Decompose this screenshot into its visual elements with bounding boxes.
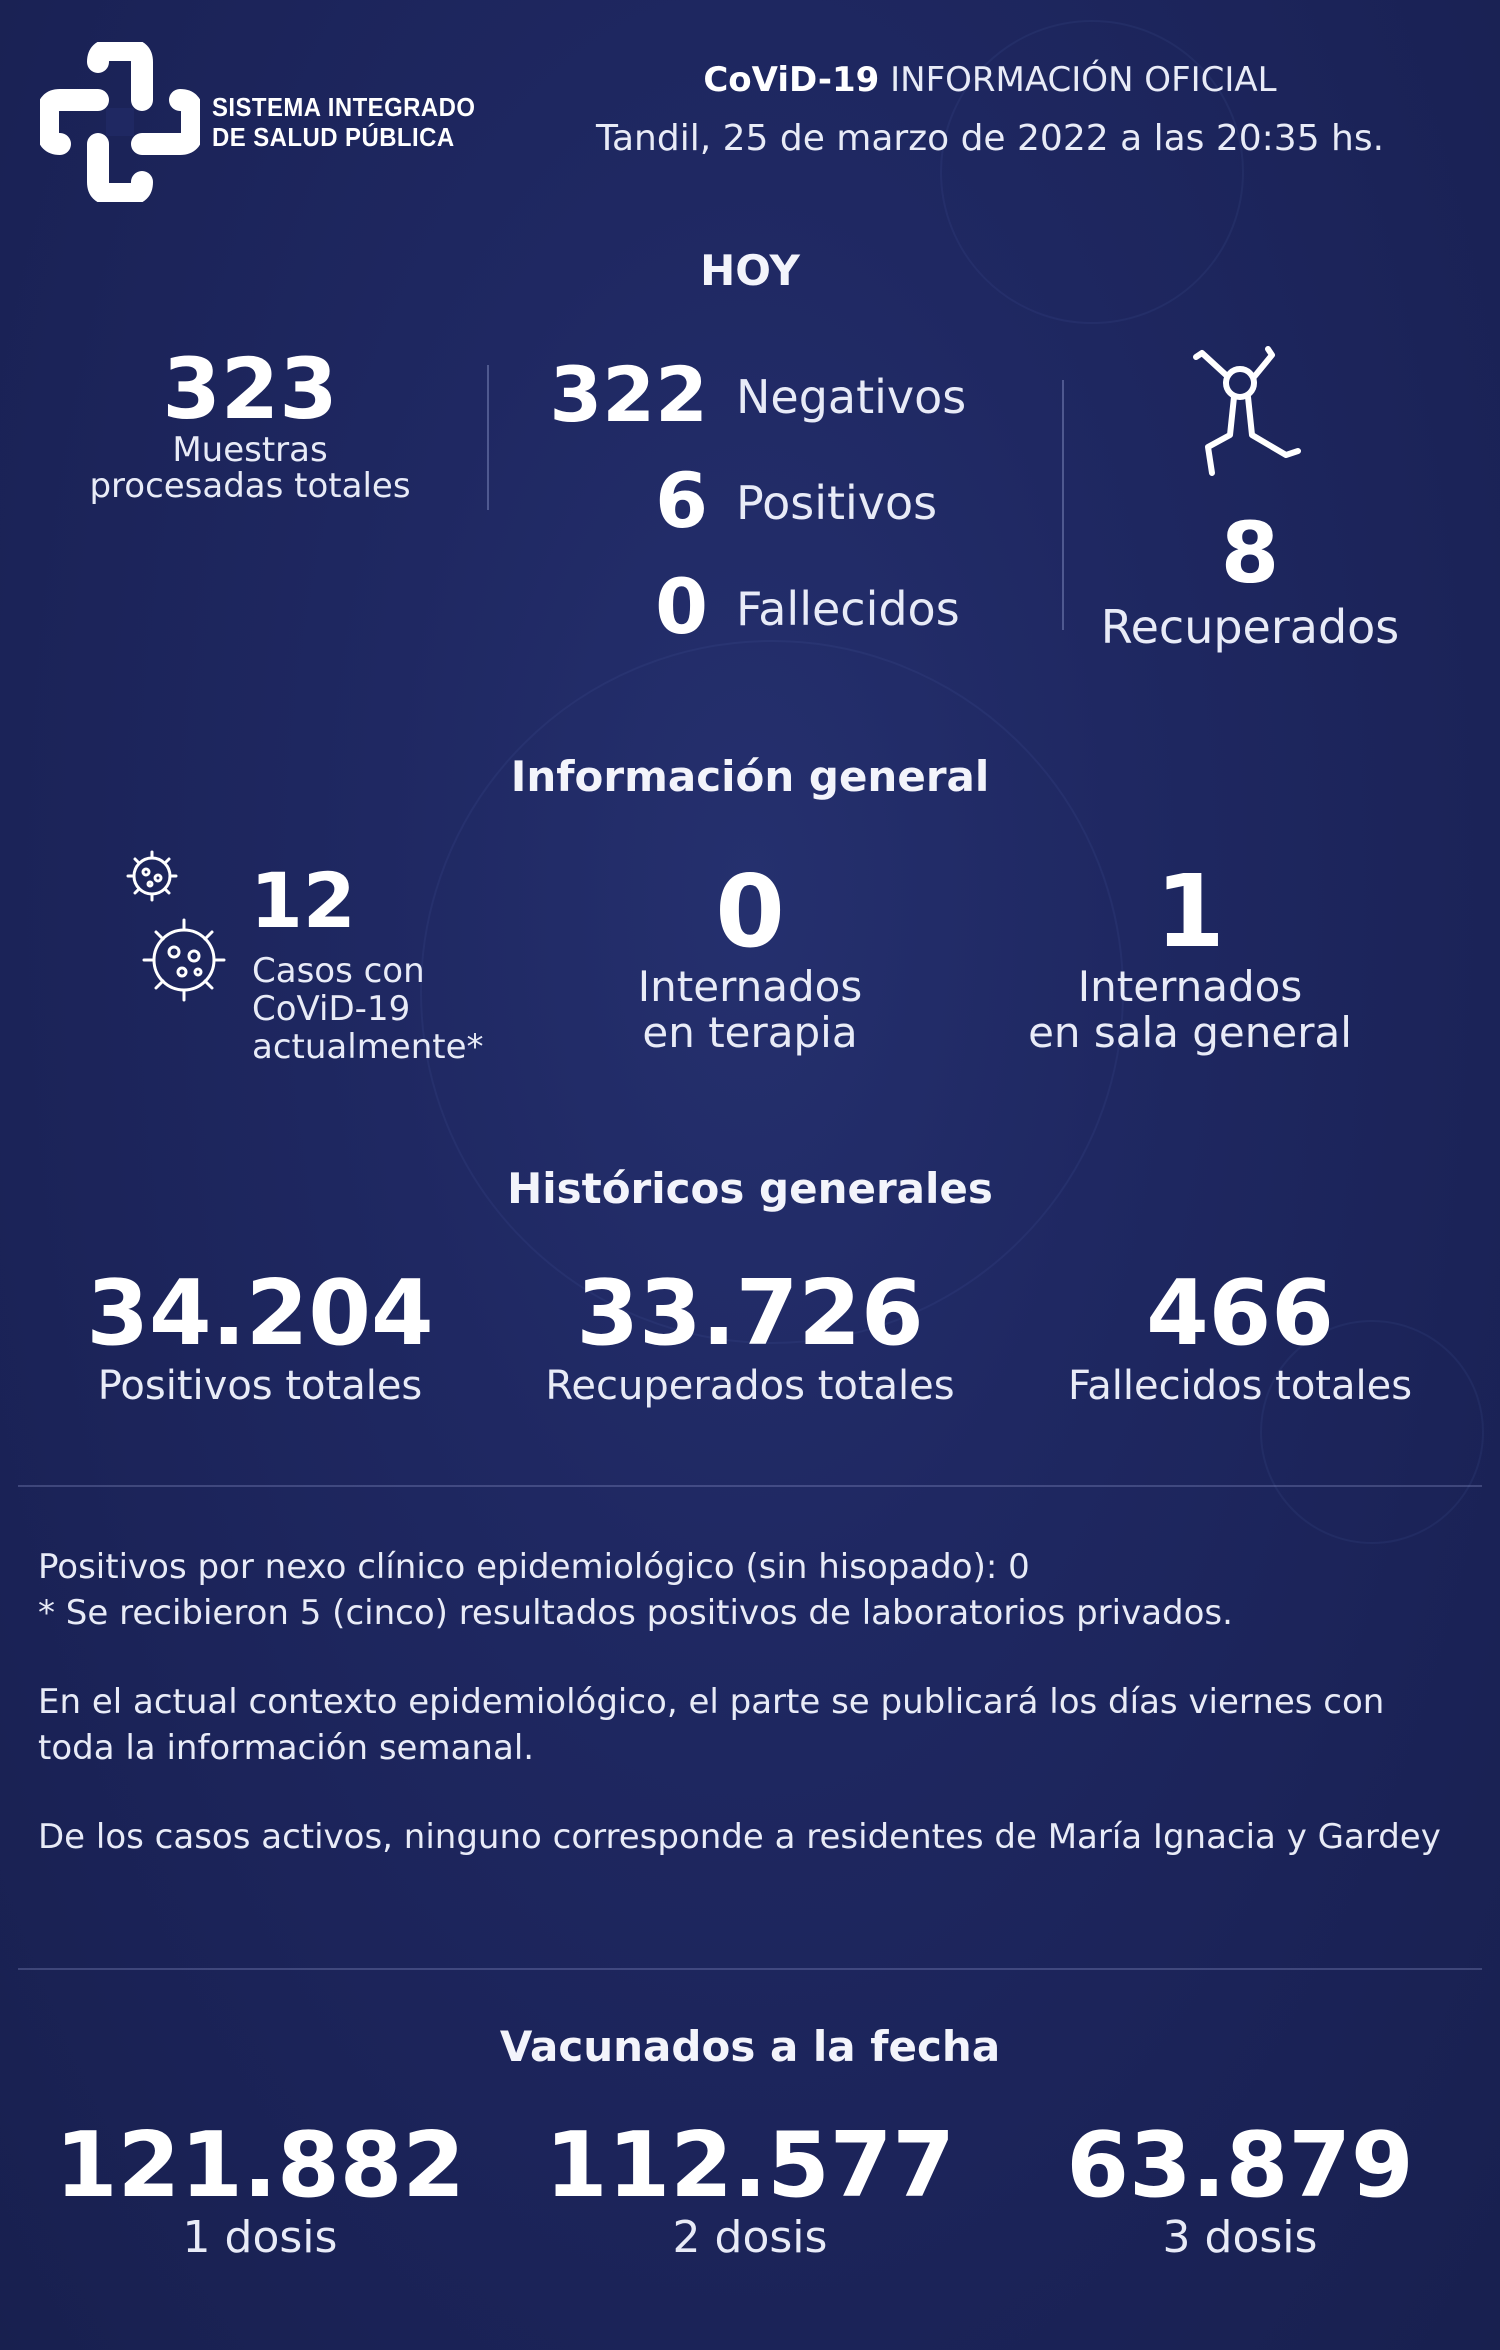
historicos-recuperados-label: Recuperados totales bbox=[545, 1363, 955, 1409]
negativos-label: Negativos bbox=[736, 370, 967, 424]
muestras-label-1: Muestras bbox=[172, 430, 328, 470]
divider bbox=[487, 365, 489, 510]
brand-line-1: SISTEMA INTEGRADO bbox=[212, 92, 476, 122]
historicos-positivos-value: 34.204 bbox=[86, 1261, 434, 1366]
historicos-fallecidos-label: Fallecidos totales bbox=[1067, 1363, 1413, 1409]
casos-value: 12 bbox=[250, 856, 356, 945]
casos-label bbox=[252, 952, 484, 1066]
dosis1-label: 1 dosis bbox=[182, 2212, 338, 2263]
brand-name bbox=[212, 92, 475, 152]
dosis2-value: 112.577 bbox=[545, 2113, 955, 2218]
header-date: Tandil, 25 de marzo de 2022 a las 20:35 hs. bbox=[595, 118, 1385, 159]
terapia-label-1: Internados bbox=[637, 962, 863, 1011]
divider bbox=[1062, 380, 1064, 630]
terapia-value: 0 bbox=[715, 853, 785, 970]
muestras-label-2: procesadas totales bbox=[89, 466, 411, 506]
historicos-positivos-label: Positivos totales bbox=[97, 1363, 423, 1409]
dosis3-label: 3 dosis bbox=[1162, 2212, 1318, 2263]
note-laboratorios-privados: * Se recibieron 5 (cinco) resultados positivos de laboratorios privados. bbox=[38, 1593, 1233, 1633]
section-title-historicos: Históricos generales bbox=[507, 1164, 993, 1213]
notes-paragraph-2: En el actual contexto epidemiológico, el parte se publicará los días viernes con toda la información semanal. bbox=[38, 1682, 1385, 1768]
sala-label-1: Internados bbox=[1077, 962, 1303, 1011]
positivos-label: Positivos bbox=[736, 476, 938, 530]
dosis1-block bbox=[50, 2113, 470, 2263]
fallecidos-label: Fallecidos bbox=[736, 582, 960, 636]
casos-label-1: Casos con bbox=[252, 951, 425, 991]
dosis1-value: 121.882 bbox=[55, 2113, 465, 2218]
recuperados-label: Recuperados bbox=[1100, 600, 1400, 654]
section-divider bbox=[18, 1968, 1482, 1970]
brand-line-2: DE SALUD PÚBLICA bbox=[212, 122, 455, 152]
section-title-vacunados: Vacunados a la fecha bbox=[499, 2022, 1001, 2071]
historicos-fallecidos-block bbox=[1030, 1261, 1450, 1410]
dosis2-block bbox=[540, 2113, 960, 2263]
section-divider bbox=[18, 1485, 1482, 1487]
positivos-value: 6 bbox=[655, 456, 708, 545]
notes-paragraph-3: De los casos activos, ninguno corresponde a residentes de María Ignacia y Gardey bbox=[38, 1817, 1441, 1857]
virus-icon bbox=[120, 848, 230, 1008]
casos-label-3: actualmente* bbox=[252, 1027, 484, 1067]
sala-block bbox=[990, 853, 1390, 1057]
header-title bbox=[560, 60, 1420, 100]
dosis2-label: 2 dosis bbox=[672, 2212, 828, 2263]
muestras-block bbox=[40, 340, 460, 506]
muestras-value: 323 bbox=[162, 340, 338, 438]
historicos-positivos-block bbox=[50, 1261, 470, 1410]
jumping-person-icon bbox=[1190, 345, 1315, 485]
notes-paragraph-1 bbox=[38, 1544, 1458, 1636]
sala-value: 1 bbox=[1155, 853, 1225, 970]
terapia-block bbox=[550, 853, 950, 1057]
section-title-informacion-general: Información general bbox=[510, 752, 990, 801]
sala-label-2: en sala general bbox=[1028, 1008, 1352, 1057]
header-title-bold: CoViD-19 bbox=[703, 60, 880, 100]
terapia-label-2: en terapia bbox=[642, 1008, 858, 1057]
fallecidos-value: 0 bbox=[655, 562, 708, 651]
dosis3-block bbox=[1030, 2113, 1450, 2263]
header-title-rest: INFORMACIÓN OFICIAL bbox=[890, 60, 1277, 100]
negativos-value: 322 bbox=[549, 350, 708, 439]
recuperados-value: 8 bbox=[1220, 504, 1280, 602]
casos-label-2: CoViD-19 bbox=[252, 989, 411, 1029]
historicos-recuperados-value: 33.726 bbox=[576, 1261, 924, 1366]
dosis3-value: 63.879 bbox=[1066, 2113, 1414, 2218]
health-system-logo-icon bbox=[40, 42, 200, 202]
note-nexo-clinico: Positivos por nexo clínico epidemiológico (sin hisopado): 0 bbox=[38, 1547, 1030, 1587]
historicos-fallecidos-value: 466 bbox=[1146, 1261, 1334, 1366]
section-title-hoy: HOY bbox=[700, 246, 800, 295]
historicos-recuperados-block bbox=[520, 1261, 980, 1410]
